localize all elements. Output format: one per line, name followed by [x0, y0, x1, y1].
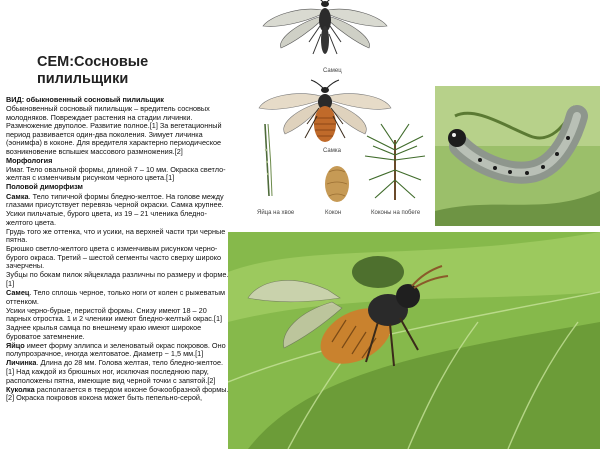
- paragraph-text: Имаг. Тело овальной формы, длиной 7 – 10 мм. Окраска светло-желтая с изменчивым рисунком черного цвета.[1]: [6, 164, 226, 183]
- paragraph-text: . Тело сплошь черное, только ноги от колен с рыжеватым оттенком.: [6, 288, 225, 306]
- paragraph: [6, 359, 230, 385]
- paragraph-text: Брюшко светло-желтого цвета с изменчивым рисунком черно-бурого окраса. Третий – шестой сегменты часто сверху широко зачерчены.: [6, 244, 222, 271]
- article-text: [6, 96, 230, 449]
- paragraph-label: Половой диморфизм: [6, 182, 83, 192]
- larva-photo: [435, 86, 600, 226]
- page-title: [37, 54, 237, 88]
- paragraph: [6, 324, 230, 341]
- paragraph-label: Личинка: [6, 358, 37, 368]
- paragraph: [6, 245, 230, 271]
- paragraph: [6, 342, 230, 359]
- paragraph-text: Усики черно-бурые, перистой формы. Снизу имеют 18 – 20 парных отростка. 1 и 2 членики имеют бледно-желтый окрас.[1]: [6, 305, 223, 324]
- paragraph: [6, 193, 230, 210]
- cocoon-icon: [325, 166, 349, 202]
- paragraph-text: имеет форму эллипса и зеленоватый окрас покровов. Оно полупрозрачное, иногда желтоватое. Диаметр ~ 1,5 мм.[1]: [6, 340, 226, 359]
- cocoons-shoot-label: Коконы на побеге: [371, 210, 421, 216]
- title-line-2: пилильщики: [37, 71, 129, 87]
- paragraph: [6, 289, 230, 306]
- paragraph: [6, 386, 230, 403]
- paragraph-text: Обыкновенный сосновый пилильщик – вредитель сосновых молодняков. Повреждает растения на стадии личинки. Размножение двуполое. Развитие полное.[1] За вегетационный период развивается один-два поколения. Зимует личинка (эонимфа) в коконе. Для вредителя характерно периодическое возникновение вспышек массового размножения.[2]: [6, 104, 222, 156]
- male-label: Самец: [323, 68, 342, 74]
- cocoons-on-shoot-icon: [365, 124, 425, 200]
- eggs-label: Яйца на хвое: [257, 210, 295, 216]
- female-sawfly-icon: [259, 80, 391, 142]
- paragraph-text: Зубцы по бокам пилок яйцеклада различны по размеру и форме.[1]: [6, 270, 229, 288]
- sawfly-illustration: [255, 0, 445, 222]
- paragraph-label: ВИД: обыкновенный сосновый пилильщик: [6, 96, 164, 104]
- paragraph-label: Куколка: [6, 384, 35, 394]
- eggs-on-needle-icon: [265, 124, 272, 196]
- cocoon-label: Кокон: [325, 210, 342, 216]
- paragraph: [6, 307, 230, 324]
- paragraph-text: . Длина до 28 мм. Голова желтая, тело бледно-желтое.[1] Над каждой из брюшных ног, исключая последнюю пару, расположены пятна, имеющие вид черной точки с запятой.[2]: [6, 358, 224, 385]
- paragraph: [6, 105, 230, 156]
- paragraph-label: Самец: [6, 288, 30, 298]
- paragraph: [6, 228, 230, 245]
- title-line-1: СЕМ:Сосновые: [37, 54, 149, 70]
- paragraph-text: располагается в твердом коконе бочкообразной формы.[2] Окраска покровов кокона может быть пепельно-серой,: [6, 384, 229, 403]
- paragraph-text: Заднее крылья самца по внешнему краю имеют широкое буроватое затемнение.: [6, 323, 202, 341]
- adult-on-leaf-photo: [228, 232, 600, 449]
- paragraph: [6, 166, 230, 183]
- paragraph-text: . Тело типичной формы бледно-желтое. На голове между глазами присутствует перевязь черной окраски. Самка крупнее.: [6, 191, 224, 210]
- male-sawfly-icon: [263, 0, 387, 54]
- paragraph-label: Морфология: [6, 155, 53, 165]
- paragraph: [6, 210, 230, 227]
- paragraph-text: Усики пильчатые, бурого цвета, из 19 – 21 членика бледно-желтого цвета.: [6, 209, 207, 227]
- paragraph: [6, 271, 230, 288]
- female-label: Самка: [323, 148, 341, 154]
- paragraph-text: Грудь того же оттенка, что и усики, на верхней части три черные пятна.: [6, 226, 226, 245]
- paragraph-label: Самка: [6, 191, 29, 201]
- paragraph-label: Яйцо: [6, 340, 25, 350]
